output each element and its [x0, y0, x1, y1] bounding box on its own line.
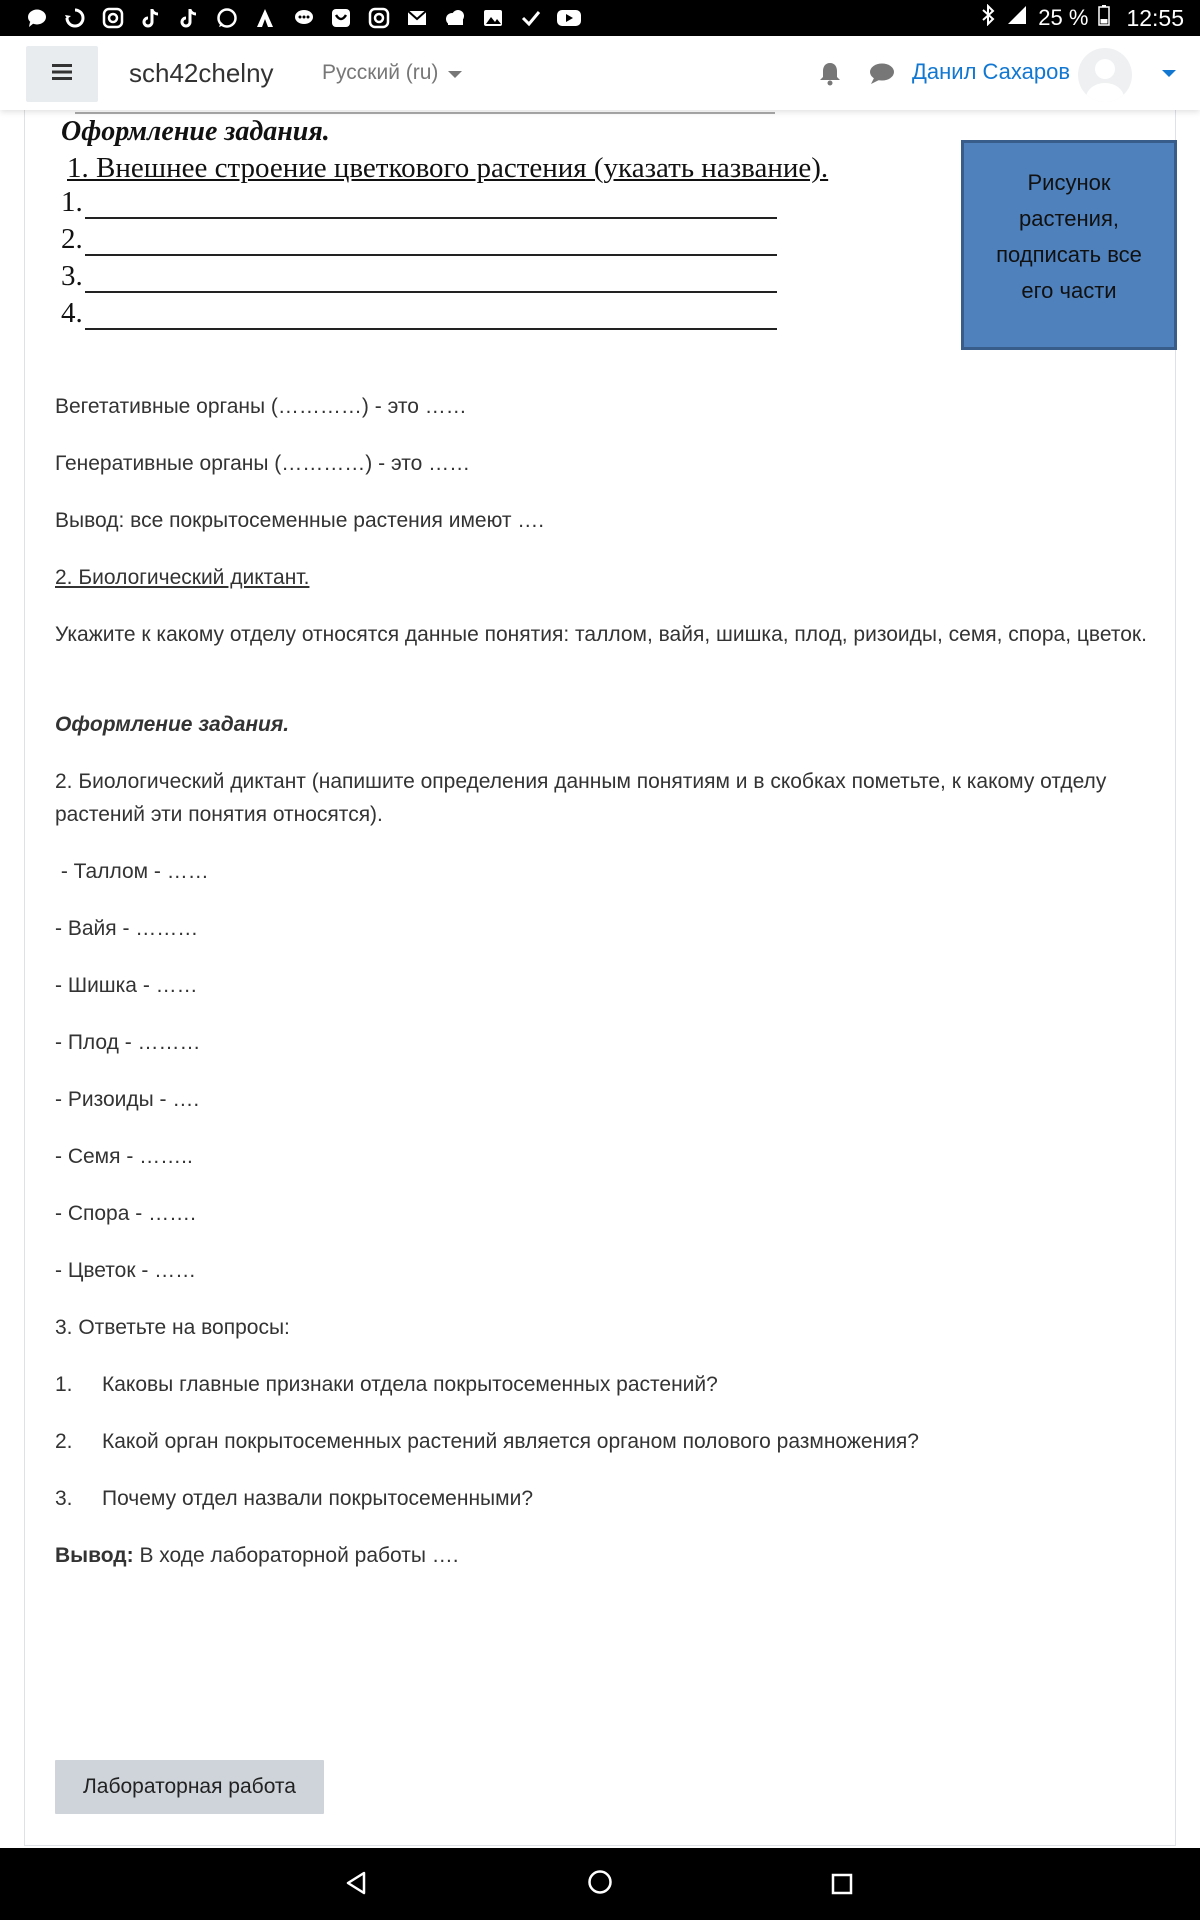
- gmail-icon: [404, 5, 430, 31]
- user-name-link[interactable]: Данил Сахаров: [912, 59, 1071, 84]
- conclusion-1-text: Вывод: все покрытосеменные растения имеют ….: [55, 509, 545, 532]
- question-number: 2.: [55, 1430, 73, 1453]
- term-item: - Семя - ……..: [55, 1145, 193, 1168]
- system-nav-bar: [0, 1848, 1200, 1920]
- app-icon: [328, 5, 354, 31]
- check-icon: [518, 5, 544, 31]
- blank-line: 1.: [61, 186, 777, 219]
- instagram-icon: [100, 5, 126, 31]
- avatar[interactable]: [1078, 48, 1132, 102]
- youtube-icon: [556, 5, 582, 31]
- clock: 12:55: [1126, 4, 1184, 31]
- instructions-text: Укажите к какому отделу относятся данные понятия: таллом, вайя, шишка, плод, ризоиды, семя, спора, цветок.: [55, 623, 1147, 646]
- plant-drawing-caption: Рисунок растения, подписать все его части: [996, 170, 1142, 303]
- lab-work-button[interactable]: Лабораторная работа: [55, 1760, 324, 1814]
- scan-task: 1. Внешнее строение цветкового растения (указать название).: [67, 152, 829, 184]
- back-icon[interactable]: [344, 1870, 368, 1901]
- instagram-icon: [366, 5, 392, 31]
- dictation-instructions: 2. Биологический диктант (напишите определения данным понятиям и в скобках пометьте, к какому отделу растений эти понятия относятся).: [55, 770, 1107, 826]
- question-text: Почему отдел назвали покрытосеменными?: [102, 1487, 533, 1510]
- whatsapp-icon: [214, 5, 240, 31]
- blank-line: 3.: [61, 260, 777, 293]
- term-item: - Спора - …….: [55, 1202, 196, 1225]
- blank-line: 2.: [61, 223, 777, 256]
- question-number: 1.: [55, 1373, 73, 1396]
- battery-icon: [1098, 4, 1110, 32]
- status-bar: [0, 0, 1200, 36]
- question-number: 3.: [55, 1487, 73, 1510]
- tiktok-icon: [176, 5, 202, 31]
- site-name-link[interactable]: sch42chelny: [129, 58, 274, 88]
- home-icon[interactable]: [586, 1868, 614, 1901]
- section-3-heading: 3. Ответьте на вопросы:: [55, 1316, 290, 1339]
- conclusion-label: Вывод:: [55, 1544, 134, 1567]
- blank-line: 4.: [61, 297, 777, 330]
- bluetooth-icon: [980, 4, 996, 32]
- question-text: Каковы главные признаки отдела покрытосеменных растений?: [102, 1373, 718, 1396]
- signal-icon: [1006, 4, 1028, 32]
- term-item: - Ризоиды - ….: [55, 1088, 200, 1111]
- bell-icon[interactable]: [818, 60, 842, 91]
- question-item: [55, 1368, 1155, 1401]
- term-item: - Вайя - ………: [55, 917, 199, 940]
- vegetative-organs-text: Вегетативные органы (…………) - это ……: [55, 395, 467, 418]
- cloud-icon: [442, 5, 468, 31]
- status-right: [980, 4, 1184, 32]
- gallery-icon: [480, 5, 506, 31]
- section-2-heading: 2. Биологический диктант.: [55, 566, 310, 589]
- term-item: - Цветок - ……: [55, 1259, 197, 1282]
- task-image: [55, 110, 1179, 360]
- question-item: [55, 1425, 1155, 1458]
- menu-button[interactable]: [26, 46, 98, 102]
- message-icon: [290, 5, 316, 31]
- chat-bubble-icon: [24, 5, 50, 31]
- term-item: - Шишка - ……: [55, 974, 198, 997]
- user-menu-chevron-icon[interactable]: [1162, 70, 1176, 77]
- language-label: Русский (ru): [322, 61, 439, 84]
- tiktok-icon: [138, 5, 164, 31]
- term-item: - Плод - ………: [55, 1031, 201, 1054]
- conclusion-text: [55, 1539, 1155, 1572]
- scan-title: Оформление задания.: [61, 116, 330, 147]
- battery-text: 25 %: [1038, 5, 1089, 30]
- conclusion-body: В ходе лабораторной работы ….: [133, 1544, 459, 1567]
- question-item: [55, 1482, 1155, 1515]
- notification-icons: [24, 5, 582, 31]
- term-item: - Таллом - ……: [55, 860, 209, 883]
- messages-icon[interactable]: [868, 62, 896, 91]
- chevron-down-icon: [448, 71, 462, 78]
- app-a-icon: [252, 5, 278, 31]
- question-text: Какой орган покрытосеменных растений является органом полового размножения?: [102, 1430, 919, 1453]
- plant-drawing-box: [961, 140, 1177, 350]
- language-menu[interactable]: [322, 61, 462, 85]
- content-card: [24, 110, 1176, 1846]
- hamburger-icon: [52, 63, 72, 86]
- sync-icon: [62, 5, 88, 31]
- generative-organs-text: Генеративные органы (…………) - это ……: [55, 452, 471, 475]
- format-heading: Оформление задания.: [55, 713, 290, 736]
- top-navbar: [0, 36, 1200, 110]
- recent-apps-icon[interactable]: [831, 1873, 853, 1900]
